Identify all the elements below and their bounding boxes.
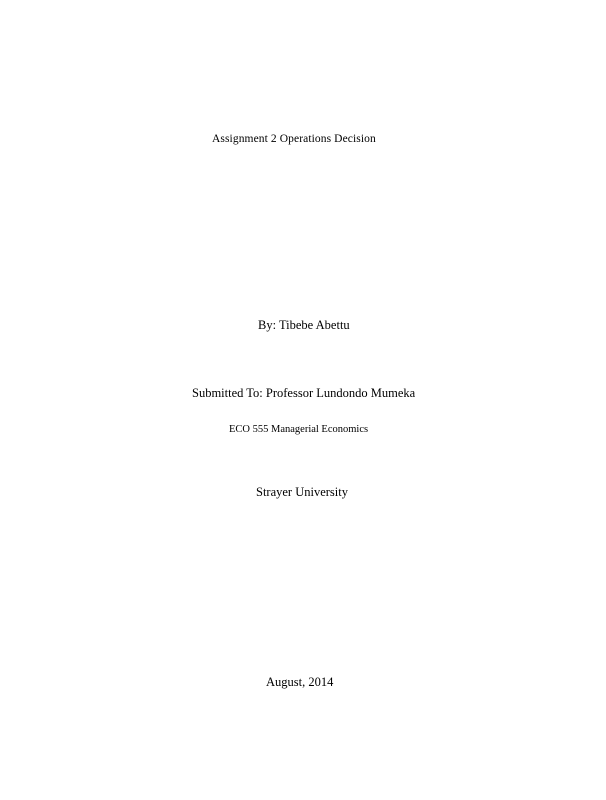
author-line: By: Tibebe Abettu bbox=[258, 318, 350, 332]
course-line: ECO 555 Managerial Economics bbox=[229, 424, 369, 435]
page-title: Assignment 2 Operations Decision bbox=[212, 133, 376, 145]
date-line: August, 2014 bbox=[266, 675, 334, 689]
submitted-to-line: Submitted To: Professor Lundondo Mumeka bbox=[192, 386, 416, 400]
university-line: Strayer University bbox=[256, 485, 348, 499]
